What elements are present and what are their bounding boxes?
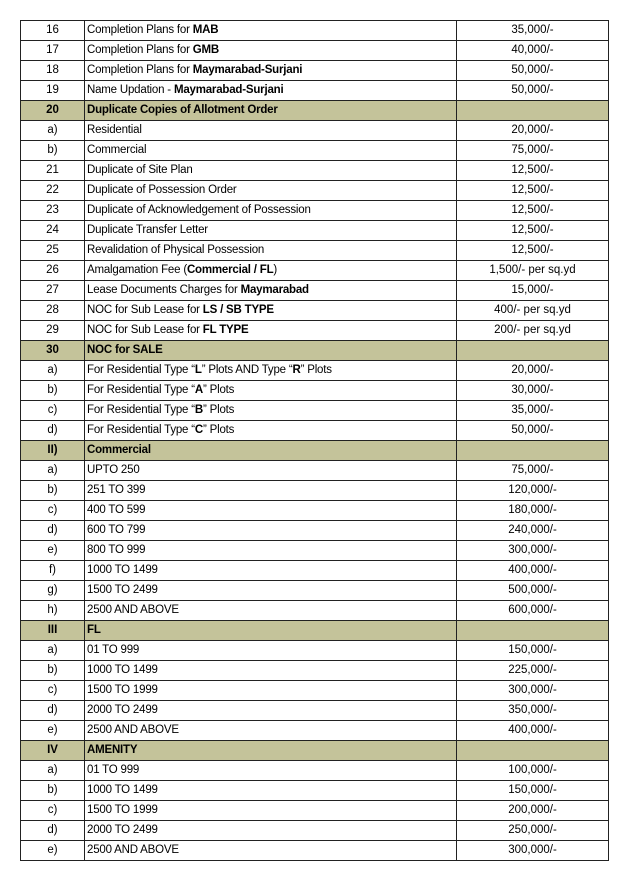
serial-number-cell: b) bbox=[21, 661, 85, 681]
fee-amount-cell: 12,500/- bbox=[457, 201, 609, 221]
description-cell bbox=[85, 401, 457, 421]
fee-amount-cell: 180,000/- bbox=[457, 501, 609, 521]
description-cell bbox=[85, 461, 457, 481]
serial-number-cell: b) bbox=[21, 381, 85, 401]
description-cell bbox=[85, 521, 457, 541]
serial-number-cell: a) bbox=[21, 121, 85, 141]
fee-amount-cell bbox=[457, 741, 609, 761]
fee-amount-cell: 12,500/- bbox=[457, 221, 609, 241]
fee-amount-cell: 50,000/- bbox=[457, 421, 609, 441]
description-text: 1500 TO 1999 bbox=[87, 684, 158, 696]
serial-number-cell: 18 bbox=[21, 61, 85, 81]
description-text: ” Plots bbox=[203, 384, 235, 396]
description-cell bbox=[85, 601, 457, 621]
description-text: For Residential Type “ bbox=[87, 404, 195, 416]
serial-number-cell: d) bbox=[21, 701, 85, 721]
table-row bbox=[21, 221, 609, 241]
description-cell bbox=[85, 661, 457, 681]
table-row bbox=[21, 21, 609, 41]
description-cell bbox=[85, 21, 457, 41]
serial-number-cell: a) bbox=[21, 361, 85, 381]
description-text: Name Updation - bbox=[87, 84, 174, 96]
description-cell bbox=[85, 441, 457, 461]
table-row bbox=[21, 541, 609, 561]
description-text: Commercial bbox=[87, 444, 151, 456]
table-row bbox=[21, 721, 609, 741]
table-row bbox=[21, 561, 609, 581]
description-text: 1000 TO 1499 bbox=[87, 784, 158, 796]
description-cell bbox=[85, 701, 457, 721]
description-text: AMENITY bbox=[87, 744, 138, 756]
description-cell bbox=[85, 201, 457, 221]
fee-amount-cell: 20,000/- bbox=[457, 121, 609, 141]
description-text: Duplicate Copies of Allotment Order bbox=[87, 104, 278, 116]
description-text: Duplicate of Acknowledgement of Possession bbox=[87, 204, 311, 216]
section-header-row bbox=[21, 341, 609, 361]
table-row bbox=[21, 761, 609, 781]
serial-number-cell: 23 bbox=[21, 201, 85, 221]
description-cell bbox=[85, 801, 457, 821]
serial-number-cell: IV bbox=[21, 741, 85, 761]
description-bold-text: A bbox=[194, 384, 203, 396]
description-text: Duplicate Transfer Letter bbox=[87, 224, 208, 236]
serial-number-cell: f) bbox=[21, 561, 85, 581]
table-row bbox=[21, 641, 609, 661]
fee-amount-cell: 75,000/- bbox=[457, 461, 609, 481]
serial-number-cell: 30 bbox=[21, 341, 85, 361]
serial-number-cell: 20 bbox=[21, 101, 85, 121]
description-bold-text: LS / SB TYPE bbox=[202, 304, 274, 316]
description-text: ” Plots bbox=[300, 364, 332, 376]
description-text: ” Plots bbox=[203, 424, 235, 436]
description-cell bbox=[85, 321, 457, 341]
serial-number-cell: 29 bbox=[21, 321, 85, 341]
serial-number-cell: e) bbox=[21, 721, 85, 741]
description-cell bbox=[85, 721, 457, 741]
fee-amount-cell bbox=[457, 441, 609, 461]
fee-amount-cell bbox=[457, 101, 609, 121]
description-text: Duplicate of Site Plan bbox=[87, 164, 193, 176]
description-cell bbox=[85, 361, 457, 381]
description-bold-text: FL TYPE bbox=[202, 324, 249, 336]
description-cell bbox=[85, 101, 457, 121]
fee-amount-cell: 240,000/- bbox=[457, 521, 609, 541]
description-cell bbox=[85, 821, 457, 841]
table-row bbox=[21, 821, 609, 841]
serial-number-cell: c) bbox=[21, 681, 85, 701]
serial-number-cell: g) bbox=[21, 581, 85, 601]
description-text: 2000 TO 2499 bbox=[87, 704, 158, 716]
table-row bbox=[21, 161, 609, 181]
table-row bbox=[21, 521, 609, 541]
fee-schedule-table bbox=[20, 20, 609, 861]
section-header-row bbox=[21, 741, 609, 761]
description-bold-text: Maymarabad bbox=[240, 284, 309, 296]
serial-number-cell: b) bbox=[21, 481, 85, 501]
description-text: 600 TO 799 bbox=[87, 524, 146, 536]
description-text: Commercial bbox=[87, 144, 147, 156]
description-text: Amalgamation Fee ( bbox=[87, 264, 187, 276]
serial-number-cell: e) bbox=[21, 541, 85, 561]
table-row bbox=[21, 81, 609, 101]
table-row bbox=[21, 801, 609, 821]
description-bold-text: C bbox=[194, 424, 203, 436]
fee-amount-cell: 200/- per sq.yd bbox=[457, 321, 609, 341]
description-cell bbox=[85, 621, 457, 641]
fee-amount-cell: 50,000/- bbox=[457, 81, 609, 101]
description-text: 1000 TO 1499 bbox=[87, 664, 158, 676]
description-cell bbox=[85, 381, 457, 401]
description-text: 251 TO 399 bbox=[87, 484, 146, 496]
description-cell bbox=[85, 41, 457, 61]
description-text: 01 TO 999 bbox=[87, 644, 140, 656]
description-text: 800 TO 999 bbox=[87, 544, 146, 556]
fee-amount-cell: 400,000/- bbox=[457, 721, 609, 741]
description-text: Completion Plans for bbox=[87, 44, 193, 56]
table-row bbox=[21, 501, 609, 521]
description-text: NOC for SALE bbox=[87, 344, 163, 356]
table-row bbox=[21, 121, 609, 141]
description-text: NOC for Sub Lease for bbox=[87, 304, 203, 316]
description-text: For Residential Type “ bbox=[87, 424, 195, 436]
description-cell bbox=[85, 421, 457, 441]
description-text: Duplicate of Possession Order bbox=[87, 184, 237, 196]
serial-number-cell: a) bbox=[21, 761, 85, 781]
table-row bbox=[21, 781, 609, 801]
fee-amount-cell bbox=[457, 621, 609, 641]
description-cell bbox=[85, 161, 457, 181]
description-text: For Residential Type “ bbox=[87, 384, 195, 396]
description-text: Residential bbox=[87, 124, 142, 136]
section-header-row bbox=[21, 101, 609, 121]
fee-amount-cell: 12,500/- bbox=[457, 241, 609, 261]
serial-number-cell: 21 bbox=[21, 161, 85, 181]
description-cell bbox=[85, 681, 457, 701]
fee-amount-cell: 35,000/- bbox=[457, 401, 609, 421]
section-header-row bbox=[21, 441, 609, 461]
table-row bbox=[21, 141, 609, 161]
description-cell bbox=[85, 341, 457, 361]
serial-number-cell: d) bbox=[21, 821, 85, 841]
description-bold-text: Maymarabad-Surjani bbox=[173, 84, 284, 96]
fee-amount-cell: 400/- per sq.yd bbox=[457, 301, 609, 321]
fee-amount-cell: 1,500/- per sq.yd bbox=[457, 261, 609, 281]
description-cell bbox=[85, 141, 457, 161]
description-text: 1000 TO 1499 bbox=[87, 564, 158, 576]
description-cell bbox=[85, 81, 457, 101]
description-bold-text: MAB bbox=[192, 24, 219, 36]
serial-number-cell: III bbox=[21, 621, 85, 641]
table-row bbox=[21, 301, 609, 321]
fee-amount-cell: 100,000/- bbox=[457, 761, 609, 781]
description-cell bbox=[85, 741, 457, 761]
serial-number-cell: 28 bbox=[21, 301, 85, 321]
serial-number-cell: d) bbox=[21, 421, 85, 441]
description-cell bbox=[85, 61, 457, 81]
description-bold-text: B bbox=[194, 404, 203, 416]
description-cell bbox=[85, 561, 457, 581]
serial-number-cell: h) bbox=[21, 601, 85, 621]
serial-number-cell: 22 bbox=[21, 181, 85, 201]
description-bold-text: R bbox=[292, 364, 301, 376]
table-row bbox=[21, 321, 609, 341]
description-text: Lease Documents Charges for bbox=[87, 284, 241, 296]
fee-amount-cell: 75,000/- bbox=[457, 141, 609, 161]
description-text: 1500 TO 1999 bbox=[87, 804, 158, 816]
fee-amount-cell: 150,000/- bbox=[457, 641, 609, 661]
table-row bbox=[21, 401, 609, 421]
fee-amount-cell: 20,000/- bbox=[457, 361, 609, 381]
description-text: 2000 TO 2499 bbox=[87, 824, 158, 836]
description-cell bbox=[85, 181, 457, 201]
table-row bbox=[21, 181, 609, 201]
table-row bbox=[21, 681, 609, 701]
fee-amount-cell: 600,000/- bbox=[457, 601, 609, 621]
table-row bbox=[21, 261, 609, 281]
table-row bbox=[21, 661, 609, 681]
description-text: 2500 AND ABOVE bbox=[87, 724, 179, 736]
description-cell bbox=[85, 221, 457, 241]
fee-amount-cell: 15,000/- bbox=[457, 281, 609, 301]
fee-amount-cell: 120,000/- bbox=[457, 481, 609, 501]
fee-amount-cell: 400,000/- bbox=[457, 561, 609, 581]
table-row bbox=[21, 381, 609, 401]
description-cell bbox=[85, 541, 457, 561]
fee-amount-cell: 250,000/- bbox=[457, 821, 609, 841]
table-row bbox=[21, 421, 609, 441]
fee-amount-cell: 12,500/- bbox=[457, 161, 609, 181]
serial-number-cell: c) bbox=[21, 501, 85, 521]
serial-number-cell: II) bbox=[21, 441, 85, 461]
description-text: 1500 TO 2499 bbox=[87, 584, 158, 596]
table-row bbox=[21, 601, 609, 621]
description-text: NOC for Sub Lease for bbox=[87, 324, 203, 336]
fee-amount-cell: 300,000/- bbox=[457, 841, 609, 861]
table-row bbox=[21, 701, 609, 721]
table-row bbox=[21, 481, 609, 501]
description-text: ” Plots AND Type “ bbox=[201, 364, 293, 376]
description-text: Revalidation of Physical Possession bbox=[87, 244, 265, 256]
fee-amount-cell: 225,000/- bbox=[457, 661, 609, 681]
description-text: ” Plots bbox=[203, 404, 235, 416]
description-cell bbox=[85, 241, 457, 261]
description-cell bbox=[85, 781, 457, 801]
table-row bbox=[21, 61, 609, 81]
description-text: 01 TO 999 bbox=[87, 764, 140, 776]
description-cell bbox=[85, 581, 457, 601]
description-bold-text: GMB bbox=[192, 44, 219, 56]
description-cell bbox=[85, 281, 457, 301]
fee-amount-cell: 150,000/- bbox=[457, 781, 609, 801]
description-text: 2500 AND ABOVE bbox=[87, 604, 179, 616]
description-cell bbox=[85, 121, 457, 141]
description-text: ) bbox=[273, 264, 278, 276]
description-bold-text: Commercial / FL bbox=[186, 264, 274, 276]
description-text: FL bbox=[87, 624, 101, 636]
description-cell bbox=[85, 641, 457, 661]
serial-number-cell: b) bbox=[21, 141, 85, 161]
serial-number-cell: 19 bbox=[21, 81, 85, 101]
description-text: UPTO 250 bbox=[87, 464, 140, 476]
table-row bbox=[21, 281, 609, 301]
table-row bbox=[21, 361, 609, 381]
fee-amount-cell: 500,000/- bbox=[457, 581, 609, 601]
description-cell bbox=[85, 481, 457, 501]
description-bold-text: L bbox=[194, 364, 202, 376]
description-text: Completion Plans for bbox=[87, 64, 193, 76]
section-header-row bbox=[21, 621, 609, 641]
description-cell bbox=[85, 841, 457, 861]
serial-number-cell: b) bbox=[21, 781, 85, 801]
description-text: Completion Plans for bbox=[87, 24, 193, 36]
serial-number-cell: a) bbox=[21, 461, 85, 481]
serial-number-cell: 25 bbox=[21, 241, 85, 261]
description-cell bbox=[85, 501, 457, 521]
table-row bbox=[21, 41, 609, 61]
description-cell bbox=[85, 301, 457, 321]
fee-amount-cell: 30,000/- bbox=[457, 381, 609, 401]
serial-number-cell: 17 bbox=[21, 41, 85, 61]
fee-amount-cell: 200,000/- bbox=[457, 801, 609, 821]
fee-amount-cell: 40,000/- bbox=[457, 41, 609, 61]
serial-number-cell: c) bbox=[21, 401, 85, 421]
description-text: 2500 AND ABOVE bbox=[87, 844, 179, 856]
fee-amount-cell: 50,000/- bbox=[457, 61, 609, 81]
serial-number-cell: d) bbox=[21, 521, 85, 541]
table-row bbox=[21, 841, 609, 861]
fee-amount-cell: 350,000/- bbox=[457, 701, 609, 721]
table-row bbox=[21, 581, 609, 601]
fee-amount-cell: 35,000/- bbox=[457, 21, 609, 41]
serial-number-cell: c) bbox=[21, 801, 85, 821]
fee-amount-cell: 12,500/- bbox=[457, 181, 609, 201]
fee-amount-cell bbox=[457, 341, 609, 361]
serial-number-cell: 16 bbox=[21, 21, 85, 41]
table-row bbox=[21, 201, 609, 221]
description-text: For Residential Type “ bbox=[87, 364, 195, 376]
fee-schedule-body bbox=[21, 21, 609, 861]
table-row bbox=[21, 461, 609, 481]
fee-amount-cell: 300,000/- bbox=[457, 541, 609, 561]
table-row bbox=[21, 241, 609, 261]
fee-amount-cell: 300,000/- bbox=[457, 681, 609, 701]
serial-number-cell: 26 bbox=[21, 261, 85, 281]
description-cell bbox=[85, 761, 457, 781]
description-cell bbox=[85, 261, 457, 281]
serial-number-cell: 27 bbox=[21, 281, 85, 301]
description-text: 400 TO 599 bbox=[87, 504, 146, 516]
serial-number-cell: a) bbox=[21, 641, 85, 661]
serial-number-cell: e) bbox=[21, 841, 85, 861]
serial-number-cell: 24 bbox=[21, 221, 85, 241]
description-bold-text: Maymarabad-Surjani bbox=[192, 64, 303, 76]
